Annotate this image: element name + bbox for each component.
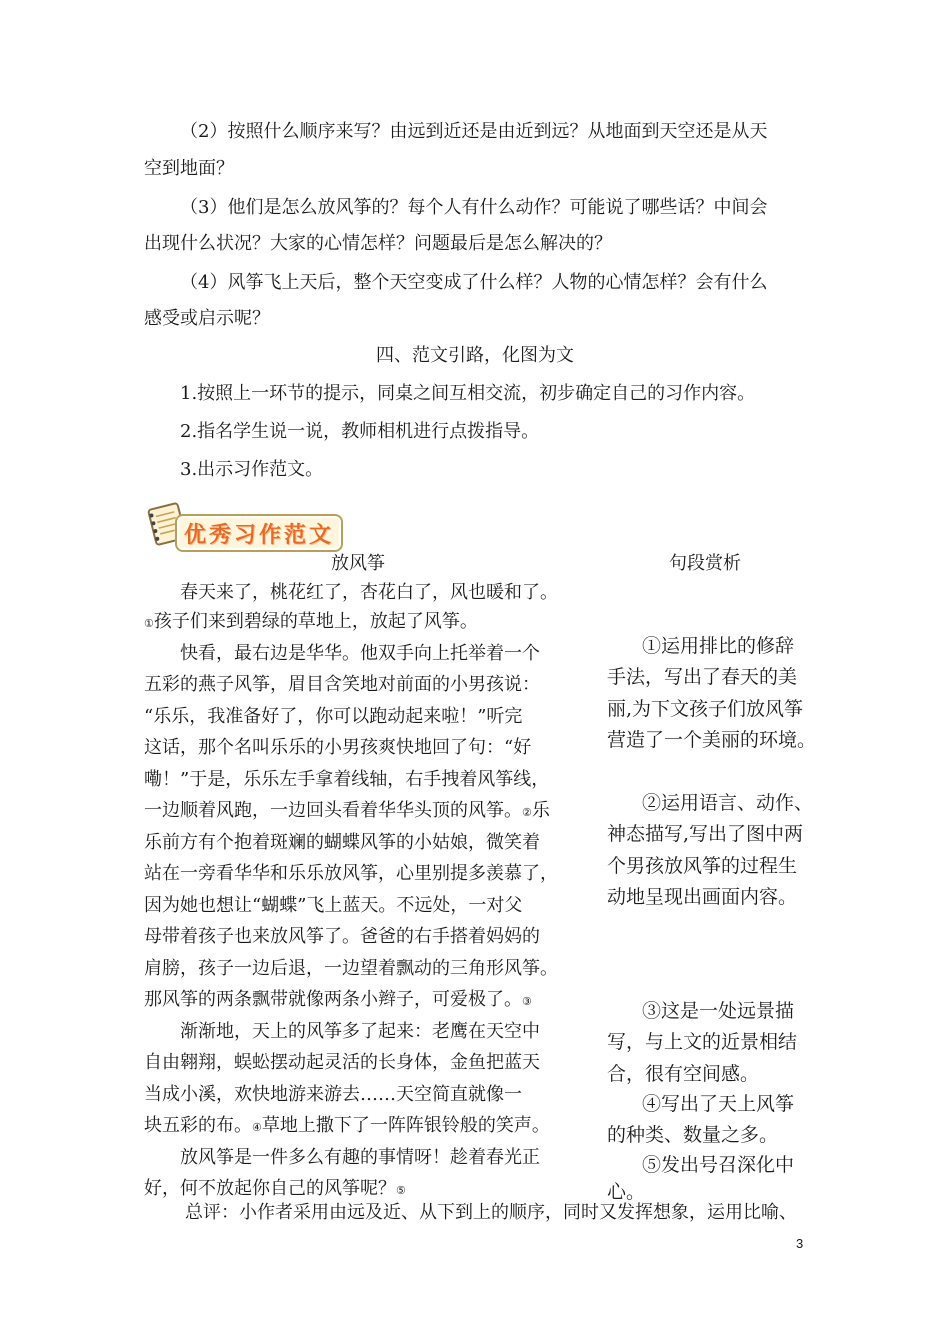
essay-line: 嘞！”于是，乐乐左手拿着线轴，右手拽着风筝线， <box>144 769 550 790</box>
question-4-line2: 感受或启示呢？ <box>144 308 270 329</box>
question-3-line2: 出现什么状况？大家的心情怎样？问题最后是怎么解决的？ <box>144 233 612 254</box>
essay-line: 渐渐地，天上的风筝多了起来：老鹰在天空中 <box>180 1021 540 1042</box>
section-heading: 四、范文引路，化图为文 <box>376 345 574 366</box>
note-line: 合，很有空间感。 <box>607 1063 760 1085</box>
step-1: 1.按照上一环节的提示，同桌之间互相交流，初步确定自己的习作内容。 <box>180 383 756 404</box>
note-line: 营造了一个美丽的环境。 <box>607 729 817 751</box>
summary: 总评：小作者采用由远及近、从下到上的顺序，同时又发挥想象，运用比喻、 <box>185 1202 797 1223</box>
essay-line: 放风筝是一件多么有趣的事情呀！趁着春光正 <box>180 1147 540 1168</box>
question-4-line1: （4）风筝飞上天后，整个天空变成了什么样？人物的心情怎样？会有什么 <box>180 272 768 293</box>
note-line: 心。 <box>607 1181 646 1203</box>
note-line: ③这是一处远景描 <box>642 1000 795 1022</box>
question-3-line1: （3）他们是怎么放风筝的？每个人有什么动作？可能说了哪些话？中间会 <box>180 197 768 218</box>
note-line: 神态描写,写出了图中两 <box>607 823 804 845</box>
essay-line <box>144 800 550 824</box>
essay-text: 草地上撒下了一阵阵银铃般的笑声。 <box>261 1115 550 1136</box>
note-line: ⑤发出号召深化中 <box>642 1154 795 1176</box>
essay-text: 一边顺着风跑，一边回头看着华华头顶的风筝。 <box>144 800 522 821</box>
essay-text: 乐 <box>531 800 550 821</box>
badge-label: 优秀习作范文 <box>175 514 343 552</box>
step-3: 3.出示习作范文。 <box>180 459 324 480</box>
note-line: ②运用语言、动作、 <box>642 792 814 814</box>
note-line: 丽,为下文孩子们放风筝 <box>607 698 804 720</box>
essay-line <box>144 1115 550 1139</box>
question-2-line1: （2）按照什么顺序来写？由远到近还是由近到远？从地面到天空还是从天 <box>180 121 768 142</box>
essay-line <box>144 611 478 635</box>
essay-text: 好，何不放起你自己的风筝呢？ <box>144 1178 396 1199</box>
note-line: 个男孩放风筝的过程生 <box>607 855 798 877</box>
step-2: 2.指名学生说一说，教师相机进行点拨指导。 <box>180 421 540 442</box>
essay-text: 那风筝的两条飘带就像两条小辫子，可爱极了。 <box>144 989 522 1010</box>
annotation-mark-3: ③ <box>522 995 532 1008</box>
essay-text: 块五彩的布。 <box>144 1115 252 1136</box>
essay-line: 自由翱翔，蜈蚣摆动起灵活的长身体，金鱼把蓝天 <box>144 1052 540 1073</box>
question-2-line2: 空到地面？ <box>144 158 234 179</box>
essay-line: 快看，最右边是华华。他双手向上托举着一个 <box>180 643 540 664</box>
notes-title: 句段赏析 <box>669 553 741 574</box>
note-line: ④写出了天上风筝 <box>642 1093 795 1115</box>
note-line: ①运用排比的修辞 <box>642 635 795 657</box>
essay-line <box>144 989 532 1013</box>
essay-line: 五彩的燕子风筝，眉目含笑地对前面的小男孩说： <box>144 674 540 695</box>
note-line: 手法，写出了春天的美 <box>607 666 798 688</box>
essay-line: 站在一旁看华华和乐乐放风筝，心里别提多羡慕了， <box>144 863 558 884</box>
essay-line: 这话，那个名叫乐乐的小男孩爽快地回了句：“好 <box>144 737 532 758</box>
essay-line: 当成小溪，欢快地游来游去……天空简直就像一 <box>144 1084 522 1105</box>
essay-line: “乐乐，我准备好了，你可以跑动起来啦！”听完 <box>144 706 523 727</box>
essay-line <box>144 1178 406 1202</box>
annotation-mark-4: ④ <box>252 1121 262 1134</box>
essay-title: 放风筝 <box>331 553 385 574</box>
essay-line: 春天来了，桃花红了，杏花白了，风也暖和了。 <box>180 582 558 603</box>
annotation-mark-1: ① <box>144 617 154 630</box>
note-line: 的种类、数量之多。 <box>607 1124 779 1146</box>
note-line: 写，与上文的近景相结 <box>607 1031 798 1053</box>
note-line: 动地呈现出画面内容。 <box>607 886 798 908</box>
annotation-mark-2: ② <box>522 806 532 819</box>
page-number: 3 <box>796 1236 804 1251</box>
essay-line: 乐前方有个抱着斑斓的蝴蝶风筝的小姑娘，微笑着 <box>144 832 540 853</box>
excellent-essay-badge <box>143 500 340 552</box>
essay-line: 因为她也想让“蝴蝶”飞上蓝天。不远处，一对父 <box>144 895 523 916</box>
essay-text: 孩子们来到碧绿的草地上，放起了风筝。 <box>153 611 478 632</box>
essay-line: 肩膀，孩子一边后退，一边望着飘动的三角形风筝。 <box>144 958 558 979</box>
annotation-mark-5: ⑤ <box>396 1184 406 1197</box>
essay-line: 母带着孩子也来放风筝了。爸爸的右手搭着妈妈的 <box>144 926 540 947</box>
